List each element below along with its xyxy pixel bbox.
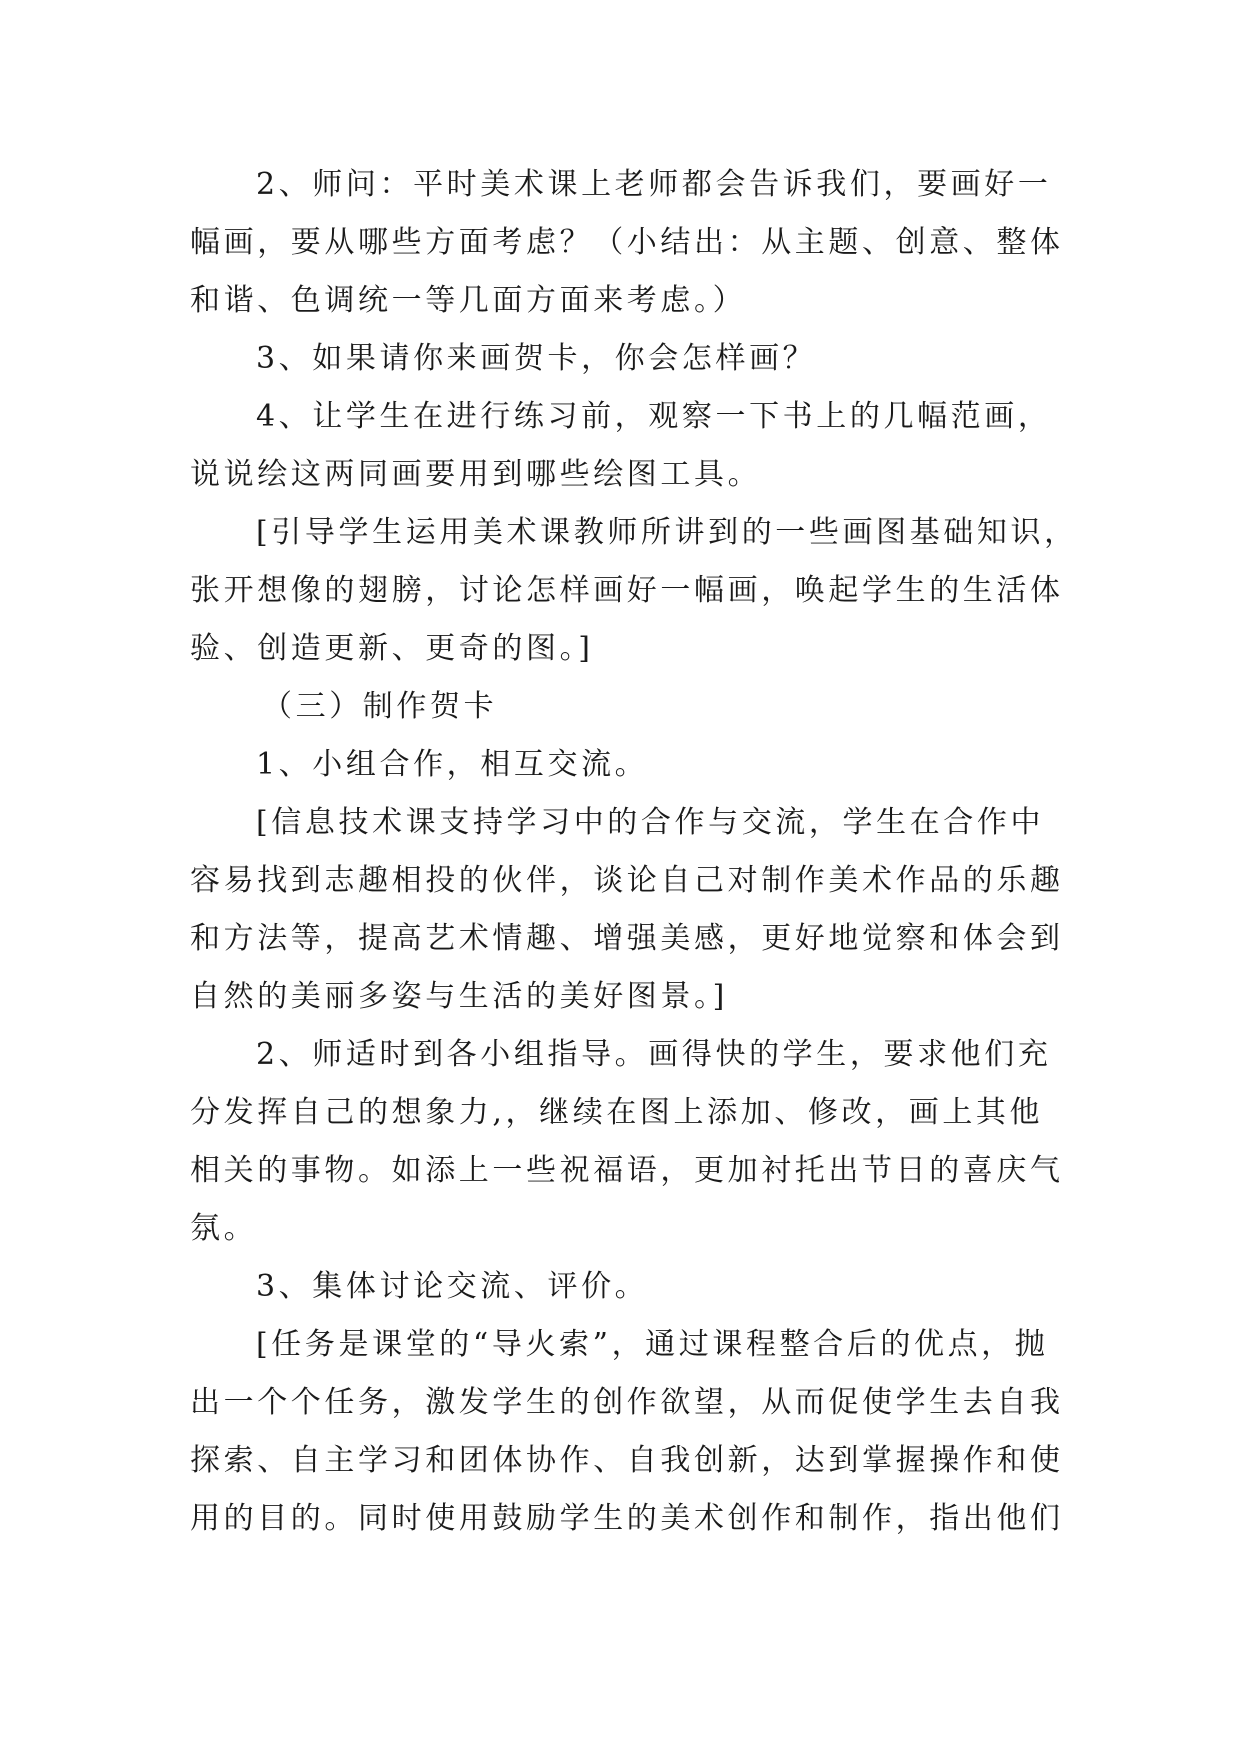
paragraph-line: 和方法等，提高艺术情趣、增强美感，更好地觉察和体会到 <box>190 921 1064 956</box>
paragraph-line: 出一个个任务，激发学生的创作欲望，从而促使学生去自我 <box>190 1385 1064 1420</box>
paragraph-line: 相关的事物。如添上一些祝福语，更加衬托出节日的喜庆气 <box>190 1153 1064 1188</box>
paragraph-line: 1、小组合作，相互交流。 <box>256 747 649 782</box>
paragraph-line: 2、师问：平时美术课上老师都会告诉我们，要画好一 <box>256 167 1052 202</box>
paragraph-line: [信息技术课支持学习中的合作与交流，学生在合作中 <box>256 805 1045 840</box>
paragraph-line: 张开想像的翅膀，讨论怎样画好一幅画，唤起学生的生活体 <box>190 573 1064 608</box>
paragraph-line: 容易找到志趣相投的伙伴，谈论自己对制作美术作品的乐趣 <box>190 863 1064 898</box>
paragraph-line: 自然的美丽多姿与生活的美好图景。] <box>190 979 728 1014</box>
paragraph-line: 4、让学生在进行练习前，观察一下书上的几幅范画， <box>256 399 1052 434</box>
paragraph-line: [引导学生运用美术课教师所讲到的一些画图基础知识， <box>256 515 1078 550</box>
paragraph-line: 幅画，要从哪些方面考虑？（小结出：从主题、创意、整体 <box>190 225 1064 260</box>
paragraph-line: 氛。 <box>190 1211 258 1246</box>
paragraph-line: 说说绘这两同画要用到哪些绘图工具。 <box>190 457 762 492</box>
paragraph-line: 3、如果请你来画贺卡，你会怎样画？ <box>256 341 817 376</box>
section-heading: （三）制作贺卡 <box>262 689 498 724</box>
paragraph-line: 和谐、色调统一等几面方面来考虑。） <box>190 283 747 318</box>
paragraph-line: 分发挥自己的想象力,，继续在图上添加、修改，画上其他 <box>190 1095 1044 1130</box>
paragraph-line: 用的目的。同时使用鼓励学生的美术创作和制作，指出他们 <box>190 1501 1064 1536</box>
paragraph-line: 探索、自主学习和团体协作、自我创新，达到掌握操作和使 <box>190 1443 1064 1478</box>
paragraph-line: 2、师适时到各小组指导。画得快的学生，要求他们充 <box>256 1037 1052 1072</box>
paragraph-line: [任务是课堂的“导火索”，通过课程整合后的优点，抛 <box>256 1327 1049 1362</box>
paragraph-line: 验、创造更新、更奇的图。] <box>190 631 594 666</box>
paragraph-line: 3、集体讨论交流、评价。 <box>256 1269 649 1304</box>
